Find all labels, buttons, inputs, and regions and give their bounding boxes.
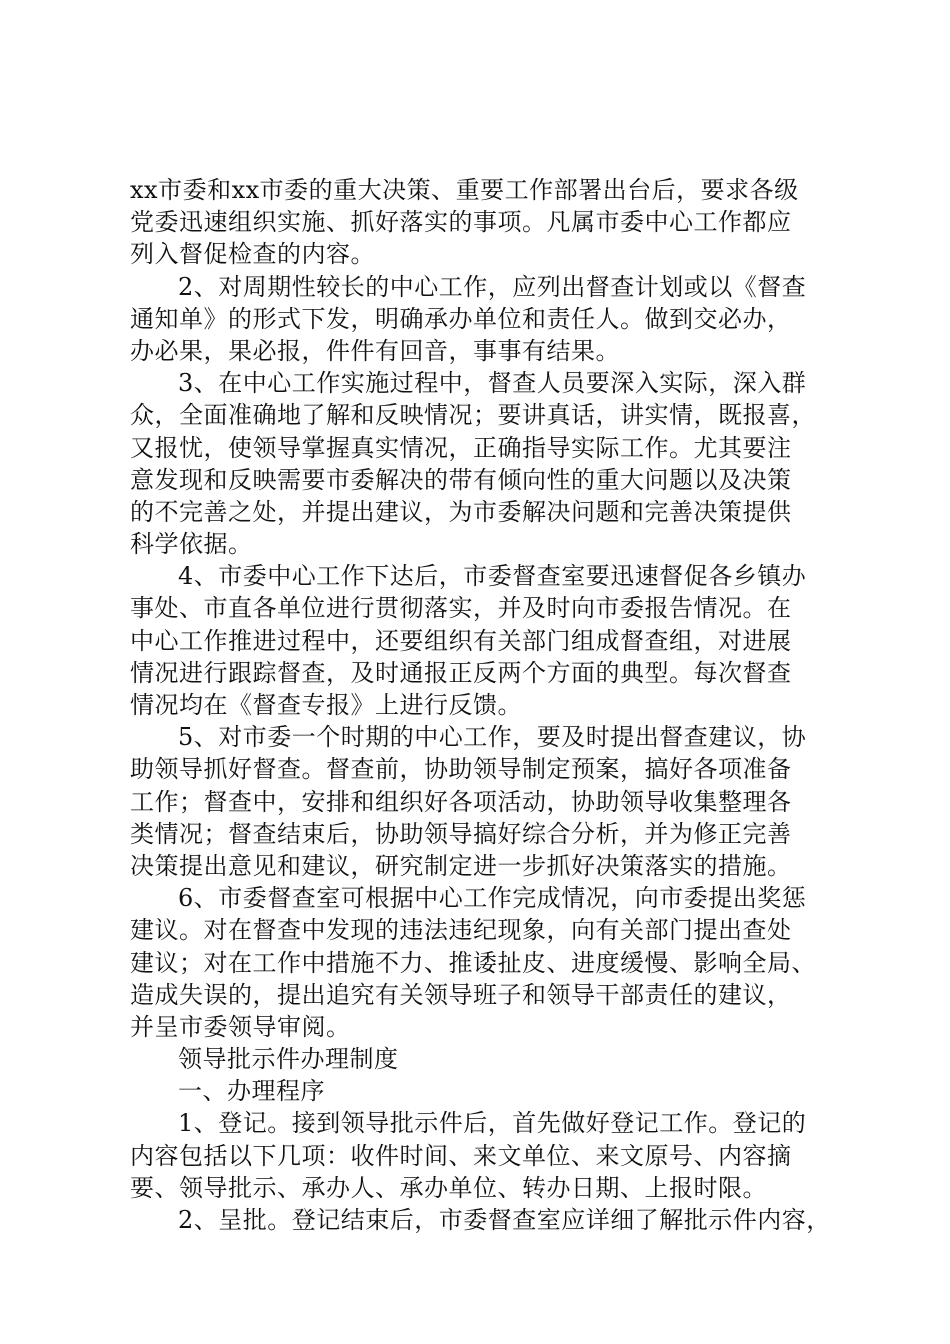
document-line: 事处、市直各单位进行贯彻落实，并及时向市委报告情况。在 [130, 594, 792, 623]
document-line: 2、对周期性较长的中心工作，应列出督查计划或以《督查 [178, 272, 807, 301]
document-line: 一、办理程序 [178, 1077, 325, 1106]
document-line: 内容包括以下几项：收件时间、来文单位、来文原号、内容摘 [130, 1141, 792, 1170]
document-line: 意发现和反映需要市委解决的带有倾向性的重大问题以及决策 [130, 465, 792, 494]
document-line: 1、登记。接到领导批示件后，首先做好登记工作。登记的 [178, 1109, 807, 1138]
document-line: 中心工作推进过程中，还要组织有关部门组成督查组，对进展 [130, 626, 792, 655]
document-line: 决策提出意见和建议，研究制定进一步抓好决策落实的措施。 [130, 851, 792, 880]
document-line: 党委迅速组织实施、抓好落实的事项。凡属市委中心工作都应 [130, 208, 792, 237]
document-line: 工作；督查中，安排和组织好各项活动，协助领导收集整理各 [130, 787, 792, 816]
document-line: 5、对市委一个时期的中心工作，要及时提出督查建议，协 [178, 723, 807, 752]
document-line: 2、呈批。登记结束后，市委督查室应详细了解批示件内容， [178, 1206, 831, 1234]
document-line: 的不完善之处，并提出建议，为市委解决问题和完善决策提供 [130, 497, 792, 526]
document-line: 建议。对在督查中发现的违法违纪现象，向有关部门提出查处 [130, 916, 792, 945]
document-line: 4、市委中心工作下达后，市委督查室要迅速督促各乡镇办 [178, 562, 807, 591]
document-line: 造成失误的，提出追究有关领导班子和领导干部责任的建议， [130, 980, 792, 1009]
document-line: 众，全面准确地了解和反映情况；要讲真话，讲实情，既报喜， [130, 401, 816, 430]
document-line: 助领导抓好督查。督查前，协助领导制定预案，搞好各项准备 [130, 755, 792, 784]
document-line: xx市委和xx市委的重大决策、重要工作部署出台后，要求各级 [130, 176, 799, 204]
document-line: 6、市委督查室可根据中心工作完成情况，向市委提出奖惩 [178, 884, 807, 913]
document-line: 科学依据。 [130, 530, 253, 559]
document-line: 情况均在《督查专报》上进行反馈。 [130, 691, 522, 719]
document-line: 列入督促检查的内容。 [130, 240, 375, 269]
document-line: 要、领导批示、承办人、承办单位、转办日期、上报时限。 [130, 1173, 767, 1202]
document-line: 3、在中心工作实施过程中，督查人员要深入实际，深入群 [178, 369, 807, 398]
document-line: 领导批示件办理制度 [178, 1045, 399, 1074]
document-line: 建议；对在工作中措施不力、推诿扯皮、进度缓慢、影响全局、 [130, 948, 816, 977]
document-line: 情况进行跟踪督查，及时通报正反两个方面的典型。每次督查 [130, 658, 792, 687]
document-line: 通知单》的形式下发，明确承办单位和责任人。做到交必办， [130, 304, 792, 333]
document-body [130, 174, 830, 1236]
document-line: 办必果，果必报，件件有回音，事事有结果。 [130, 336, 620, 365]
document-line: 并呈市委领导审阅。 [130, 1012, 351, 1041]
document-line: 又报忧，使领导掌握真实情况，正确指导实际工作。尤其要注 [130, 433, 792, 462]
document-line: 类情况；督查结束后，协助领导搞好综合分析，并为修正完善 [130, 819, 792, 848]
